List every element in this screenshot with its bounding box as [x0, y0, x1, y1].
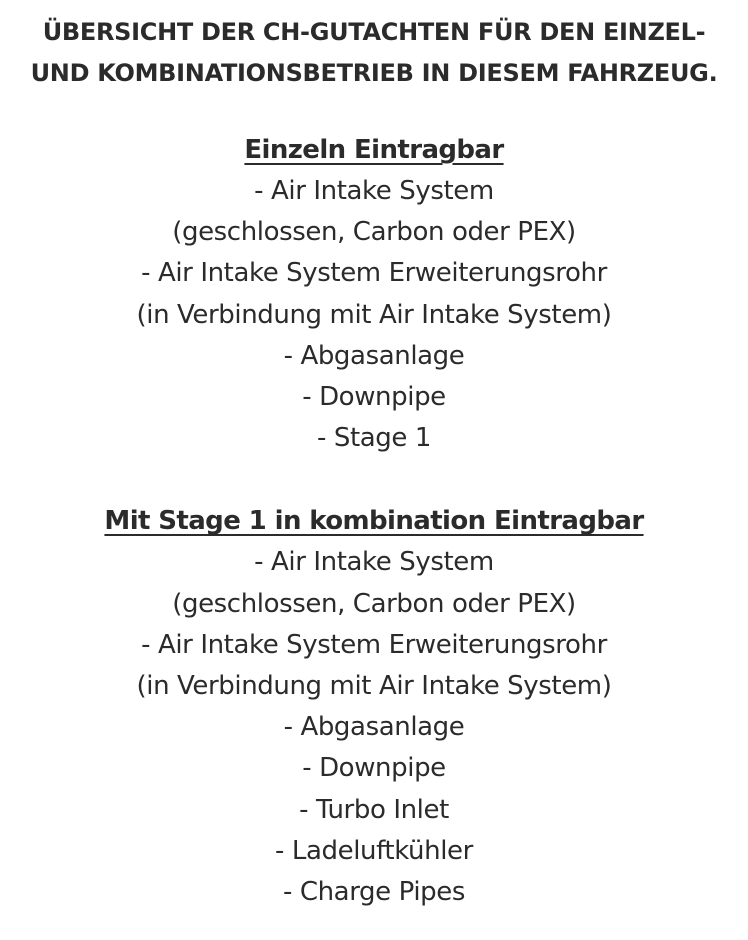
section-heading: Mit Stage 1 in kombination Eintragbar — [104, 506, 644, 537]
list-item: - Charge Pipes — [283, 877, 465, 908]
list-item: - Air Intake System Erweiterungsrohr — [141, 258, 607, 289]
section-einzeln — [0, 130, 748, 459]
page-title — [0, 12, 748, 94]
list-item: (in Verbindung mit Air Intake System) — [136, 299, 612, 330]
list-item: - Abgasanlage — [283, 712, 465, 743]
list-item: (geschlossen, Carbon oder PEX) — [172, 588, 576, 619]
section-heading: Einzeln Eintragbar — [244, 135, 504, 165]
list-item: - Air Intake System Erweiterungsrohr — [141, 629, 607, 660]
list-item: - Downpipe — [302, 382, 446, 413]
section-kombination — [0, 501, 748, 913]
list-item: - Downpipe — [302, 753, 446, 784]
list-item: - Air Intake System — [254, 547, 494, 578]
list-item: (in Verbindung mit Air Intake System) — [136, 671, 612, 702]
list-item: - Abgasanlage — [283, 340, 465, 371]
list-item: (geschlossen, Carbon oder PEX) — [172, 217, 576, 248]
page-title-line-1: ÜBERSICHT DER CH-GUTACHTEN FÜR DEN EINZEL- — [42, 18, 706, 46]
list-item: - Ladeluftkühler — [275, 835, 473, 866]
list-item: - Stage 1 — [317, 423, 431, 454]
list-item: - Turbo Inlet — [299, 794, 449, 825]
list-item: - Air Intake System — [254, 176, 494, 206]
page-title-line-2: UND KOMBINATIONSBETRIEB IN DIESEM FAHRZEUG. — [30, 59, 718, 87]
